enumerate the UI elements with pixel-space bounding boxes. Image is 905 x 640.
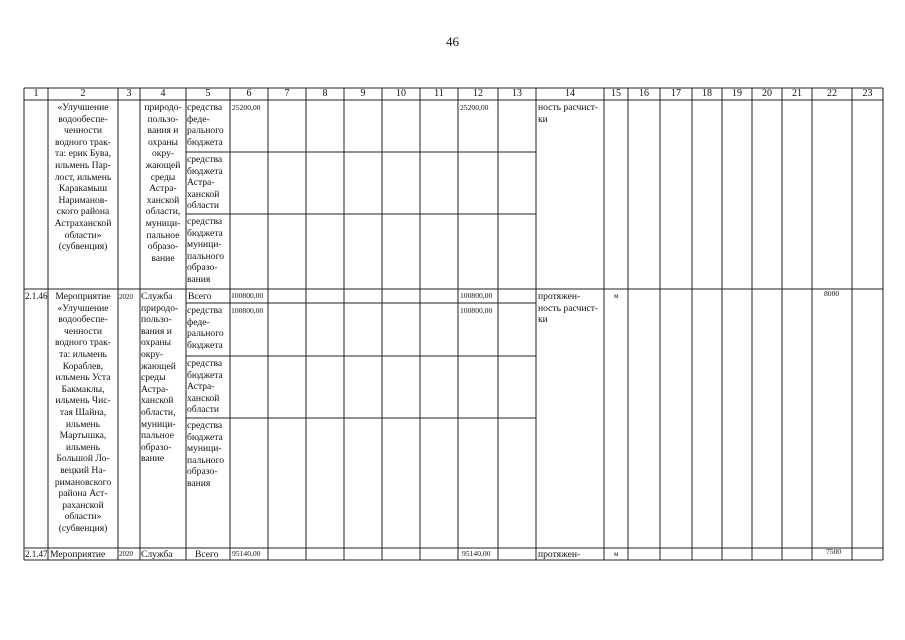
header-col-23: 23 [862,88,873,99]
header-col-10: 10 [396,88,406,99]
row2-src-municipal: средства бюджета муници- пального образо- вания [187,420,225,489]
row3-year: 2020 [119,550,133,558]
row2-col6-federal: 100800,00 [231,306,264,315]
row2-name: Мероприятие «Улучшение водообеспе- ченности водного трак- та: ильмень Кораблев, ильмень Уста Бакмаклы, ильмень Чис- тая Шайна, ильмень Мартышка, ильмень Большой Ло- вецкий На- римановского района Аст- раханской области» (субвенция) [54,291,112,534]
header-col-19: 19 [732,88,742,99]
header-col-3: 3 [126,88,132,99]
header-col-7: 7 [284,88,290,99]
row1-indicator: ность расчист- ки [538,102,599,125]
header-col-18: 18 [702,88,712,99]
row1-name: «Улучшение водообеспе- ченности водного трак- та: ерик Бува, ильмень Пар- лост, ильмень Каракамыш Нариманов- ского района Астраханской области» (субвенция) [54,102,112,253]
row2-code: 2.1.46 [25,291,48,301]
header-col-6: 6 [246,88,252,99]
row2-unit: м [614,292,619,300]
row1-src-regional: средства бюджета Астра- ханской области [187,154,223,212]
row2-indicator: протяжен- ность расчист- ки [538,291,599,326]
header-col-17: 17 [671,88,681,99]
row1-col12: 25200,00 [460,103,489,112]
row2-total-label: Всего [188,291,212,302]
header-col-14: 14 [565,88,575,99]
row3-executor: Служба [141,549,173,560]
row3-unit: м [614,550,619,558]
row1-executor: природо- пользо- вания и охраны окру- жающей среды Астра- ханской области, муници- пальное образо- вание [144,102,182,264]
row3-total-label: Всего [195,549,219,560]
header-col-1: 1 [33,88,39,99]
row1-col6: 25200,00 [232,103,261,112]
row2-executor: Служба природо- пользо- вания и охраны окру- жающей среды Астра- ханской области, муници- пальное образо- вание [141,291,179,465]
header-col-4: 4 [160,88,166,99]
header-col-16: 16 [639,88,649,99]
header-col-2: 2 [80,88,86,99]
row3-code: 2.1.47 [25,549,48,559]
header-col-20: 20 [762,88,772,99]
row3-name: Мероприятие [50,549,106,560]
header-col-11: 11 [434,88,444,99]
header-col-9: 9 [360,88,366,99]
header-col-15: 15 [611,88,621,99]
header-col-8: 8 [322,88,328,99]
row2-col12-total: 100800,00 [460,291,493,300]
header-col-12: 12 [473,88,483,99]
header-col-5: 5 [205,88,211,99]
header-col-13: 13 [512,88,522,99]
row3-col22: 7500 [826,547,842,556]
row3-indicator: протяжен- [538,549,581,560]
page-number: 46 [446,34,459,49]
header-col-21: 21 [792,88,802,99]
row2-src-federal: средства феде- рального бюджета [187,305,224,351]
row3-col6: 95140,00 [232,549,261,558]
header-col-22: 22 [827,88,837,99]
row2-src-regional: средства бюджета Астра- ханской области [187,358,223,416]
row1-src-federal: средства феде- рального бюджета [187,102,224,148]
row2-col6-total: 100800,00 [231,291,264,300]
row2-col12-federal: 100800,00 [460,306,493,315]
row2-col22: 8000 [824,289,840,298]
row3-col12: 95140,00 [462,549,491,558]
row1-src-municipal: средства бюджета муници- пального образо- вания [187,216,225,285]
row2-year: 2020 [119,293,133,301]
